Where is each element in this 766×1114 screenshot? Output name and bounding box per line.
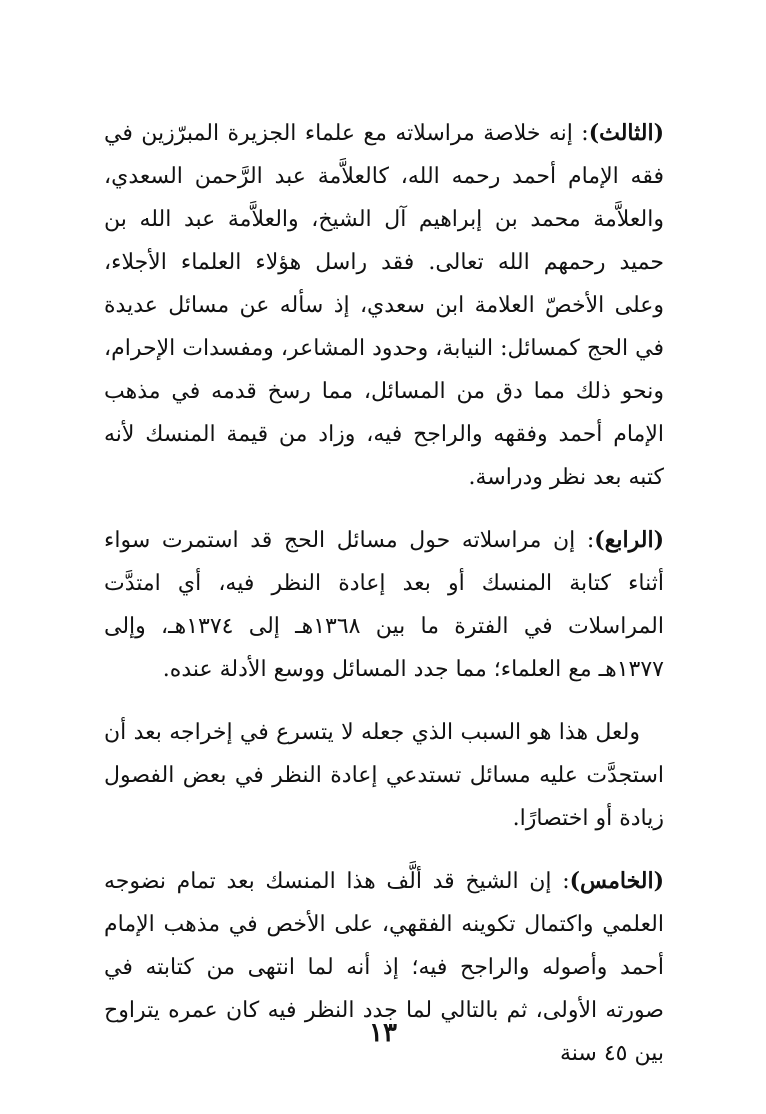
page-body — [104, 112, 664, 1095]
paragraph-lead: (الرابع) — [594, 527, 664, 553]
page-number: ١٣ — [369, 1018, 397, 1048]
paragraph-text: : إن مراسلاته حول مسائل الحج قد استمرت سواء أثناء كتابة المنسك أو بعد إعادة النظر فيه، أي امتدَّت المراسلات في الفترة ما بين ١٣٦٨هـ إلى ١٣٧٤هـ، وإلى ١٣٧٧هـ مع العلماء؛ مما جدد المسائل ووسع الأدلة عنده. — [104, 528, 665, 682]
paragraph-text: : إنه خلاصة مراسلاته مع علماء الجزيرة المبرّزين في فقه الإمام أحمد رحمه الله، كالعلاَّمة عبد الرَّحمن السعدي، والعلاَّمة محمد بن إبراهيم آل الشيخ، والعلاَّمة عبد الله بن حميد رحمهم الله تعالى. فقد راسل هؤلاء العلماء الأجلاء، وعلى الأخصّ العلامة ابن سعدي، إذ سأله عن مسائل عديدة في الحج كمسائل: النيابة، وحدود المشاعر، ومفسدات الإحرام، ونحو ذلك مما دق من المسائل، مما رسخ قدمه في مذهب الإمام أحمد وفقهه والراجح فيه، وزاد من قيمة المنسك لأنه كتبه بعد نظر ودراسة. — [104, 121, 664, 490]
paragraph-third — [104, 112, 664, 499]
paragraph-lead: (الثالث) — [588, 120, 664, 146]
paragraph-fourth — [104, 519, 664, 691]
paragraph-lead: (الخامس) — [569, 868, 664, 894]
paragraph-reason — [104, 711, 664, 840]
paragraph-text: ولعل هذا هو السبب الذي جعله لا يتسرع في إخراجه بعد أن استجدَّت عليه مسائل تستدعي إعادة النظر في بعض الفصول زيادة أو اختصارًا. — [104, 720, 664, 831]
paragraph-text: : إن الشيخ قد ألَّف هذا المنسك بعد تمام نضوجه العلمي واكتمال تكوينه الفقهي، على الأخص في مذهب الإمام أحمد وأصوله والراجح فيه؛ إذ أنه لما انتهى من كتابته في صورته الأولى، ثم بالتالي لما جدد النظر فيه كان عمره يتراوح بين ٤٥ سنة — [104, 869, 664, 1066]
